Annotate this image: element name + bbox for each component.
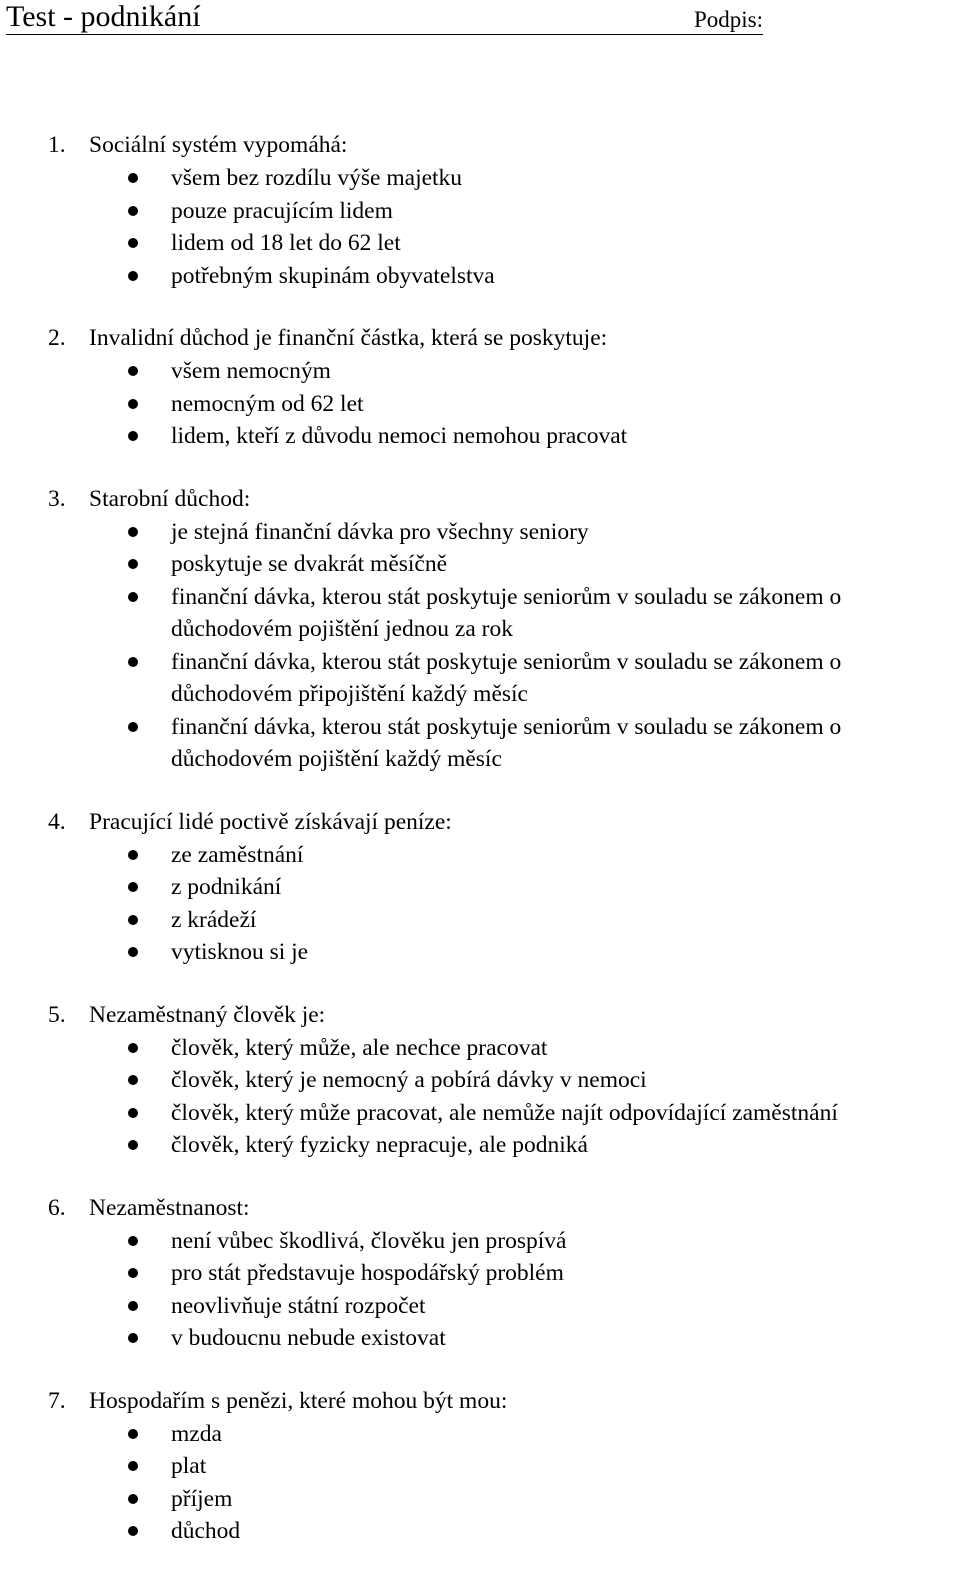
question-1 [0, 128, 960, 292]
question-5 [0, 998, 960, 1162]
bullet-icon [128, 271, 138, 281]
answer-option-text: všem nemocným [171, 358, 331, 384]
page-header [6, 0, 763, 35]
answer-option-text: příjem [171, 1485, 233, 1512]
answer-option-text: finanční dávka, kterou stát poskytuje seniorům v souladu se zákonem o důchodovém pojištění každý měsíc [171, 713, 842, 772]
bullet-icon [128, 1043, 138, 1053]
bullet-icon [128, 206, 138, 216]
bullet-icon [128, 882, 138, 892]
answer-option-text: v budoucnu nebude existovat [171, 1325, 446, 1351]
answer-option [0, 1225, 960, 1258]
bullet-icon [128, 1494, 138, 1504]
answer-option [0, 260, 960, 293]
answer-option [0, 195, 960, 228]
bullet-icon [128, 915, 138, 925]
bullet-icon [128, 1268, 138, 1278]
answer-option-text: finanční dávka, kterou stát poskytuje seniorům v souladu se zákonem o důchodovém pojištění jednou za rok [171, 583, 842, 642]
question-text: Nezaměstnaný člověk je: [89, 1001, 326, 1028]
answer-option [0, 581, 951, 646]
bullet-icon [128, 592, 138, 602]
answer-option [0, 936, 960, 969]
answer-option-text: vytisknou si je [171, 939, 309, 965]
answer-option [0, 1064, 960, 1097]
answer-option-text: mzda [171, 1420, 222, 1447]
answer-option [0, 1418, 960, 1451]
answer-option-text: všem bez rozdílu výše majetku [171, 165, 463, 191]
answer-option [0, 711, 951, 776]
question-text: Starobní důchod: [89, 485, 251, 512]
bullet-icon [128, 431, 138, 441]
answer-option-text: ze zaměstnání [171, 841, 304, 868]
question-heading [0, 805, 960, 839]
question-heading [0, 1191, 960, 1225]
question-text: Invalidní důchod je finanční částka, která se poskytuje: [89, 325, 608, 351]
answer-option-text: člověk, který může, ale nechce pracovat [171, 1034, 548, 1061]
question-text: Pracující lidé poctivě získávají peníze: [89, 808, 452, 835]
bullet-icon [128, 947, 138, 957]
question-3 [0, 482, 960, 776]
answer-option [0, 871, 960, 904]
signature-label: Podpis: [693, 7, 763, 32]
answer-option-text: je stejná finanční dávka pro všechny seniory [171, 518, 589, 545]
bullet-icon [128, 1140, 138, 1150]
answer-option [0, 516, 960, 549]
bullet-icon [128, 1461, 138, 1471]
answer-option [0, 1097, 951, 1130]
bullet-icon [128, 1108, 138, 1118]
question-4 [0, 805, 960, 969]
answer-option [0, 1483, 960, 1516]
answer-option [0, 1450, 960, 1483]
question-list [0, 128, 960, 1577]
answer-option-text: neovlivňuje státní rozpočet [171, 1292, 426, 1319]
bullet-icon [128, 1526, 138, 1536]
bullet-icon [128, 657, 138, 667]
answer-option [0, 1322, 960, 1355]
bullet-icon [128, 1075, 138, 1085]
question-number: 5. [48, 1001, 66, 1028]
answer-option [0, 1290, 960, 1323]
bullet-icon [128, 1429, 138, 1439]
question-heading [0, 998, 960, 1032]
bullet-icon [128, 399, 138, 409]
bullet-icon [128, 1236, 138, 1246]
answer-option [0, 646, 951, 711]
answer-option-text: pouze pracujícím lidem [171, 197, 393, 224]
answer-option-text: důchod [171, 1518, 241, 1544]
answer-option-text: není vůbec škodlivá, člověku jen prospívá [171, 1227, 567, 1254]
question-number: 6. [48, 1194, 66, 1221]
answer-option [0, 904, 960, 937]
question-2 [0, 321, 960, 453]
bullet-icon [128, 366, 138, 376]
bullet-icon [128, 1301, 138, 1311]
bullet-icon [128, 559, 138, 569]
answer-option-text: poskytuje se dvakrát měsíčně [171, 551, 448, 577]
question-number: 7. [48, 1387, 66, 1414]
answer-option [0, 1129, 960, 1162]
answer-option [0, 1257, 960, 1290]
answer-option-text: z podnikání [171, 874, 282, 900]
answer-option-text: člověk, který fyzicky nepracuje, ale podniká [171, 1132, 588, 1158]
bullet-icon [128, 238, 138, 248]
question-number: 2. [48, 325, 66, 351]
answer-option-text: lidem od 18 let do 62 let [171, 230, 401, 256]
question-heading [0, 128, 960, 162]
question-text: Hospodařím s penězi, které mohou být mou: [89, 1387, 508, 1414]
answer-option-text: plat [171, 1453, 207, 1479]
answer-option-text: potřebným skupinám obyvatelstva [171, 262, 495, 289]
question-text: Nezaměstnanost: [89, 1194, 250, 1221]
answer-option [0, 162, 960, 195]
question-heading [0, 321, 960, 355]
bullet-icon [128, 173, 138, 183]
answer-option-text: člověk, který je nemocný a pobírá dávky v nemoci [171, 1067, 647, 1093]
question-number: 1. [48, 132, 66, 158]
answer-option-text: z krádeží [171, 906, 257, 933]
bullet-icon [128, 1333, 138, 1343]
answer-option-text: nemocným od 62 let [171, 390, 364, 417]
question-number: 4. [48, 808, 66, 835]
answer-option [0, 839, 960, 872]
bullet-icon [128, 850, 138, 860]
answer-option [0, 420, 960, 453]
answer-option-text: finanční dávka, kterou stát poskytuje seniorům v souladu se zákonem o důchodovém připojištění každý měsíc [171, 648, 842, 707]
answer-option [0, 1515, 960, 1548]
question-text: Sociální systém vypomáhá: [89, 132, 348, 158]
answer-option-text: lidem, kteří z důvodu nemoci nemohou pracovat [171, 423, 628, 449]
answer-option [0, 1032, 960, 1065]
question-6 [0, 1191, 960, 1355]
question-7 [0, 1384, 960, 1548]
answer-option [0, 548, 960, 581]
answer-option-text: pro stát představuje hospodářský problém [171, 1260, 564, 1286]
question-heading [0, 1384, 960, 1418]
question-heading [0, 482, 960, 516]
answer-option [0, 388, 960, 421]
answer-option [0, 355, 960, 388]
bullet-icon [128, 527, 138, 537]
answer-option [0, 227, 960, 260]
bullet-icon [128, 722, 138, 732]
answer-option-text: člověk, který může pracovat, ale nemůže najít odpovídající zaměstnání [171, 1099, 838, 1126]
question-number: 3. [48, 485, 66, 512]
page-title: Test - podnikání [6, 0, 201, 33]
